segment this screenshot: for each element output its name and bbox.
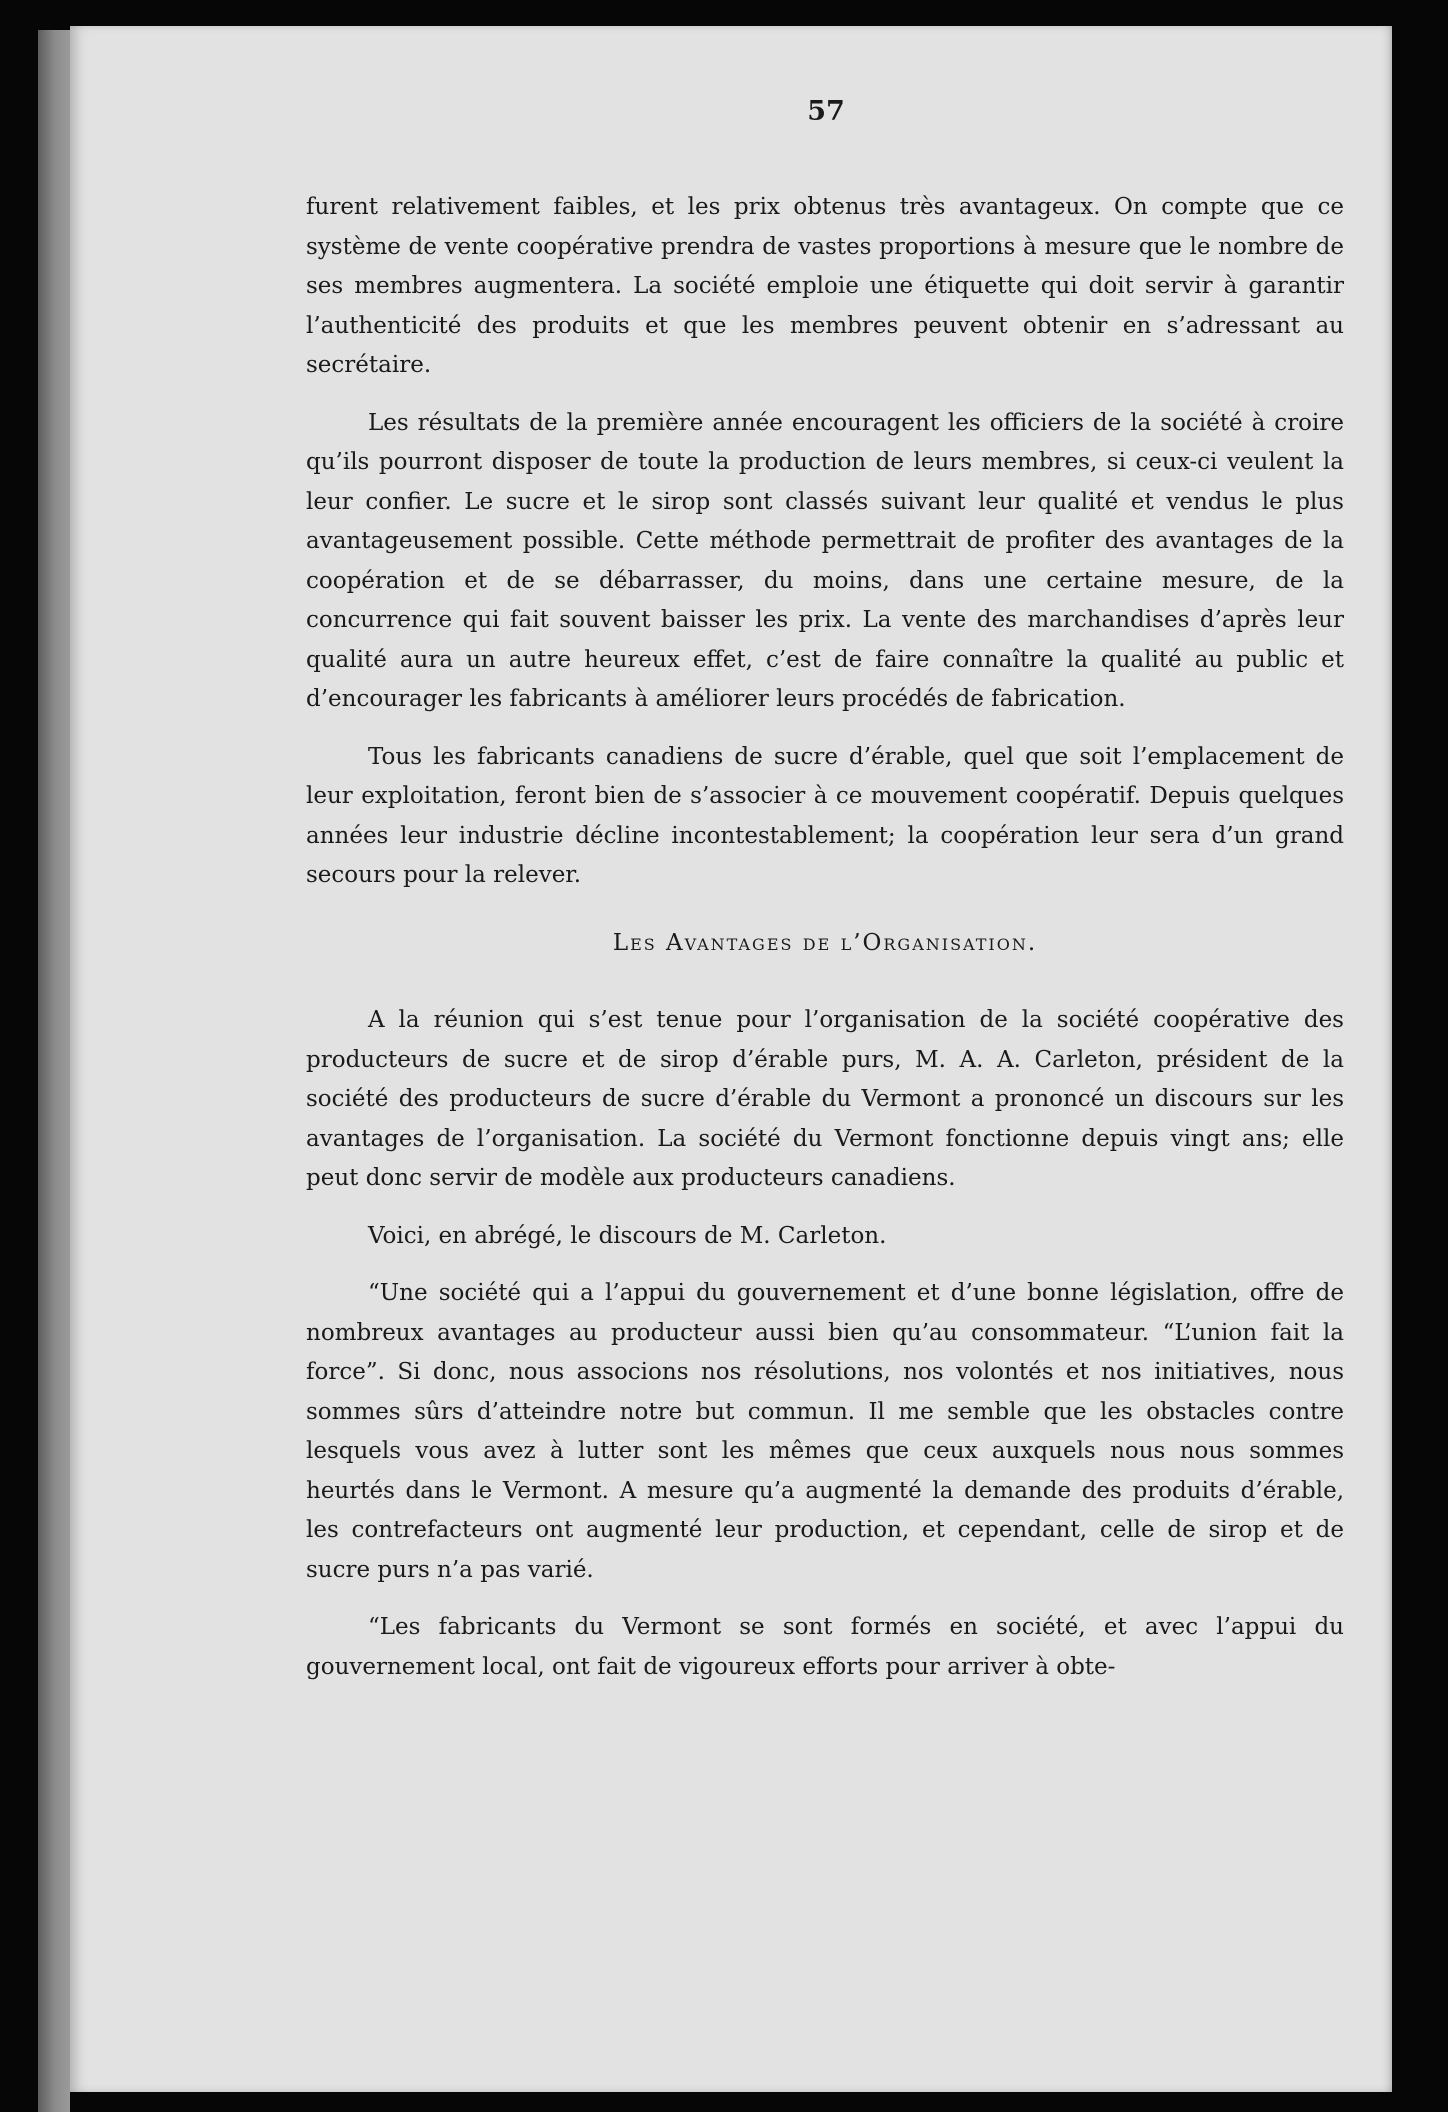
page-body	[306, 188, 1344, 1705]
paragraph-vermont-makers: “Les fabricants du Vermont se sont formés en société, et avec l’appui du gouvernement local, ont fait de vigoureux efforts pour arriver à obte-	[306, 1614, 1344, 1680]
paragraph-continuation: furent relativement faibles, et les prix obtenus très avantageux. On compte que ce système de vente coopérative prendra de vastes proportions à mesure que le nombre de ses membres augmentera. La société emploie une étiquette qui doit servir à garantir l’authenticité des produits et que les membres peuvent obtenir en s’adressant au secrétaire.	[306, 194, 1344, 378]
paragraph-summary-intro: Voici, en abrégé, le discours de M. Carleton.	[368, 1222, 887, 1249]
page-number: 57	[807, 96, 845, 127]
paragraph-speech-quote: “Une société qui a l’appui du gouvernement et d’une bonne législation, offre de nombreux avantages au producteur aussi bien qu’au consommateur. “L’union fait la force”. Si donc, nous associons nos résolutions, nos volontés et nos initiatives, nous sommes sûrs d’atteindre notre but commun. Il me semble que les obstacles contre lesquels vous avez à lutter sont les mêmes que ceux auxquels nous nous sommes heurtés dans le Vermont. A mesure qu’a augmenté la demande des produits d’érable, les contrefacteurs ont augmenté leur production, et cependant, celle de sirop et de sucre purs n’a pas varié.	[306, 1280, 1344, 1583]
paragraph-canadian-makers: Tous les fabricants canadiens de sucre d’érable, quel que soit l’emplacement de leur exploitation, feront bien de s’associer à ce mouvement coopératif. Depuis quelques années leur industrie décline incontestablement; la coopération leur sera d’un grand secours pour la relever.	[306, 743, 1344, 888]
left-page-edge	[38, 30, 70, 2112]
paragraph-results: Les résultats de la première année encouragent les officiers de la société à croire qu’ils pourront disposer de toute la production de leurs membres, si ceux-ci veulent la leur confier. Le sucre et le sirop sont classés suivant leur qualité et vendus le plus avantageusement possible. Cette méthode permettrait de profiter des avantages de la coopération et de se débarrasser, du moins, dans une certaine mesure, de la concurrence qui fait souvent baisser les prix. La vente des marchandises d’après leur qualité aura un autre heureux effet, c’est de faire connaître la qualité au public et d’encourager les fabricants à améliorer leurs procédés de fabrication.	[306, 409, 1344, 712]
section-heading: Les Avantages de l’Organisation.	[612, 929, 1038, 956]
paragraph-meeting: A la réunion qui s’est tenue pour l’organisation de la société coopérative des producteurs de sucre et de sirop d’érable purs, M. A. A. Carleton, président de la société des producteurs de sucre d’érable du Vermont a prononcé un discours sur les avantages de l’organisation. La société du Vermont fonctionne depuis vingt ans; elle peut donc servir de modèle aux producteurs canadiens.	[306, 1007, 1344, 1191]
